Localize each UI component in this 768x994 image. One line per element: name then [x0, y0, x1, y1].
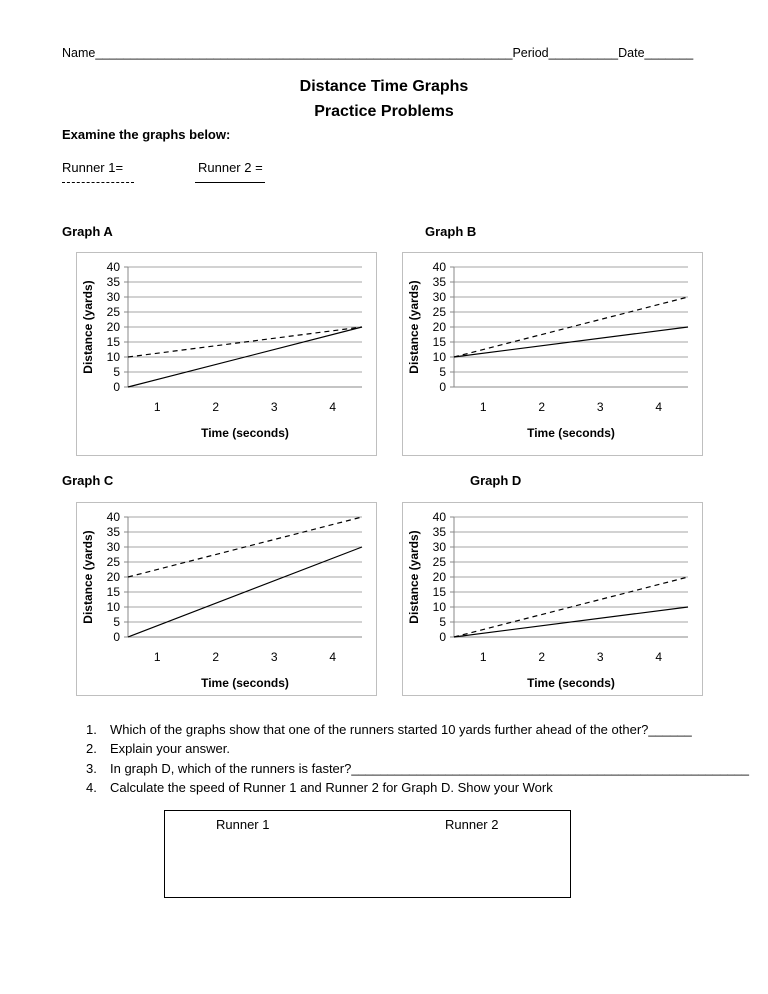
graph-c-x-axis-label: Time (seconds): [201, 676, 289, 690]
graph-a-x-tick-label: 1: [153, 400, 161, 414]
graph-d-y-tick-label: 35: [432, 525, 446, 539]
graph-c-x-tick-label: 2: [212, 650, 220, 664]
graph-b-y-tick-label: 30: [432, 290, 446, 304]
graph-a-x-axis-label: Time (seconds): [201, 426, 289, 440]
graph-c-y-tick-label: 10: [106, 600, 120, 614]
name-field[interactable]: ____________________________________________________________: [95, 46, 513, 60]
graph-d-y-tick-label: 25: [432, 555, 446, 569]
graph-a-y-tick-label: 0: [113, 380, 120, 394]
graph-d-y-axis-label: Distance (yards): [407, 530, 421, 624]
graph-c-y-tick-label: 20: [106, 570, 120, 584]
date-label: Date: [618, 46, 645, 60]
page-title: Distance Time Graphs: [299, 78, 469, 95]
graph-a-y-tick-label: 10: [106, 350, 120, 364]
graph-c-y-tick-label: 0: [113, 630, 120, 644]
question-3: [86, 761, 749, 776]
graph-d-y-tick-label: 20: [432, 570, 446, 584]
question-3-text: In graph D, which of the runners is faster?_______________________________________________________: [110, 761, 749, 776]
legend-runner1-label: Runner 1=: [62, 160, 124, 175]
graph-d-y-tick-label: 5: [439, 615, 446, 629]
question-2: [86, 741, 230, 756]
graph-a-y-tick-label: 5: [113, 365, 120, 379]
graph-b-x-tick-label: 1: [479, 400, 487, 414]
graph-c-y-tick-label: 5: [113, 615, 120, 629]
graph-b-y-tick-label: 0: [439, 380, 446, 394]
graph-a-title: Graph A: [62, 224, 113, 239]
period-label: Period: [512, 46, 549, 60]
legend-runner1-swatch: [62, 182, 134, 183]
graph-c-x-tick-label: 1: [153, 650, 161, 664]
question-1-text: Which of the graphs show that one of the runners started 10 yards further ahead of the other?______: [110, 722, 692, 737]
graph-c-y-tick-label: 15: [106, 585, 120, 599]
graph-b-y-tick-label: 40: [432, 260, 446, 274]
legend-runner2-swatch: [195, 182, 265, 183]
graph-d-x-tick-label: 4: [655, 650, 663, 664]
period-field[interactable]: __________: [548, 46, 619, 60]
graph-b-y-tick-label: 5: [439, 365, 446, 379]
question-2-number: 2.: [86, 741, 97, 756]
question-4-number: 4.: [86, 780, 97, 795]
graph-b-y-tick-label: 25: [432, 305, 446, 319]
graph-d-y-tick-label: 15: [432, 585, 446, 599]
graph-d-title: Graph D: [470, 473, 522, 488]
graph-b-y-tick-label: 35: [432, 275, 446, 289]
graph-c-x-tick-label: 4: [329, 650, 337, 664]
graph-d-x-axis-label: Time (seconds): [527, 676, 615, 690]
name-label: Name: [62, 46, 96, 60]
question-1: [86, 722, 692, 737]
graph-c-y-tick-label: 25: [106, 555, 120, 569]
question-2-text: Explain your answer.: [110, 741, 230, 756]
graph-d-y-tick-label: 10: [432, 600, 446, 614]
graph-b-x-tick-label: 2: [538, 400, 546, 414]
graph-d-x-tick-label: 3: [596, 650, 604, 664]
answer-box-runner1-label: Runner 1: [216, 817, 270, 832]
graph-a-x-tick-label: 4: [329, 400, 337, 414]
graph-b-chart: [402, 252, 703, 456]
graph-a-y-tick-label: 35: [106, 275, 120, 289]
page-subtitle: Practice Problems: [314, 103, 454, 120]
graph-d-y-tick-label: 0: [439, 630, 446, 644]
graph-a-y-axis-label: Distance (yards): [81, 280, 95, 374]
header-line: [62, 46, 693, 60]
graph-b-x-tick-label: 4: [655, 400, 663, 414]
graph-c-title: Graph C: [62, 473, 114, 488]
graph-d-frame: [403, 503, 703, 696]
graph-b-y-tick-label: 10: [432, 350, 446, 364]
graph-a-x-tick-label: 2: [212, 400, 220, 414]
graph-a-y-tick-label: 20: [106, 320, 120, 334]
graph-a-y-tick-label: 25: [106, 305, 120, 319]
question-4: [86, 780, 553, 795]
graph-a-y-tick-label: 30: [106, 290, 120, 304]
legend-runner2-label: Runner 2 =: [198, 160, 263, 175]
date-field[interactable]: _______: [644, 46, 694, 60]
graph-d-y-tick-label: 40: [432, 510, 446, 524]
graph-c-y-tick-label: 35: [106, 525, 120, 539]
graph-d-x-tick-label: 2: [538, 650, 546, 664]
graph-b-y-tick-label: 15: [432, 335, 446, 349]
question-3-number: 3.: [86, 761, 97, 776]
graph-a-y-tick-label: 40: [106, 260, 120, 274]
question-1-number: 1.: [86, 722, 97, 737]
graph-a-chart: [76, 252, 377, 456]
graph-a-x-tick-label: 3: [270, 400, 278, 414]
graph-a-y-tick-label: 15: [106, 335, 120, 349]
question-4-text: Calculate the speed of Runner 1 and Runner 2 for Graph D. Show your Work: [110, 780, 553, 795]
graph-c-y-tick-label: 40: [106, 510, 120, 524]
graph-d-y-tick-label: 30: [432, 540, 446, 554]
graph-b-y-axis-label: Distance (yards): [407, 280, 421, 374]
graph-b-y-tick-label: 20: [432, 320, 446, 334]
graph-c-x-tick-label: 3: [270, 650, 278, 664]
graph-b-x-tick-label: 3: [596, 400, 604, 414]
graph-d-chart: [402, 502, 703, 696]
graph-b-title: Graph B: [425, 224, 477, 239]
answer-box-runner2-label: Runner 2: [445, 817, 499, 832]
instructions: Examine the graphs below:: [62, 127, 231, 142]
graph-c-chart: [76, 502, 377, 696]
graph-c-y-tick-label: 30: [106, 540, 120, 554]
graph-d-x-tick-label: 1: [479, 650, 487, 664]
graph-c-y-axis-label: Distance (yards): [81, 530, 95, 624]
graph-b-x-axis-label: Time (seconds): [527, 426, 615, 440]
